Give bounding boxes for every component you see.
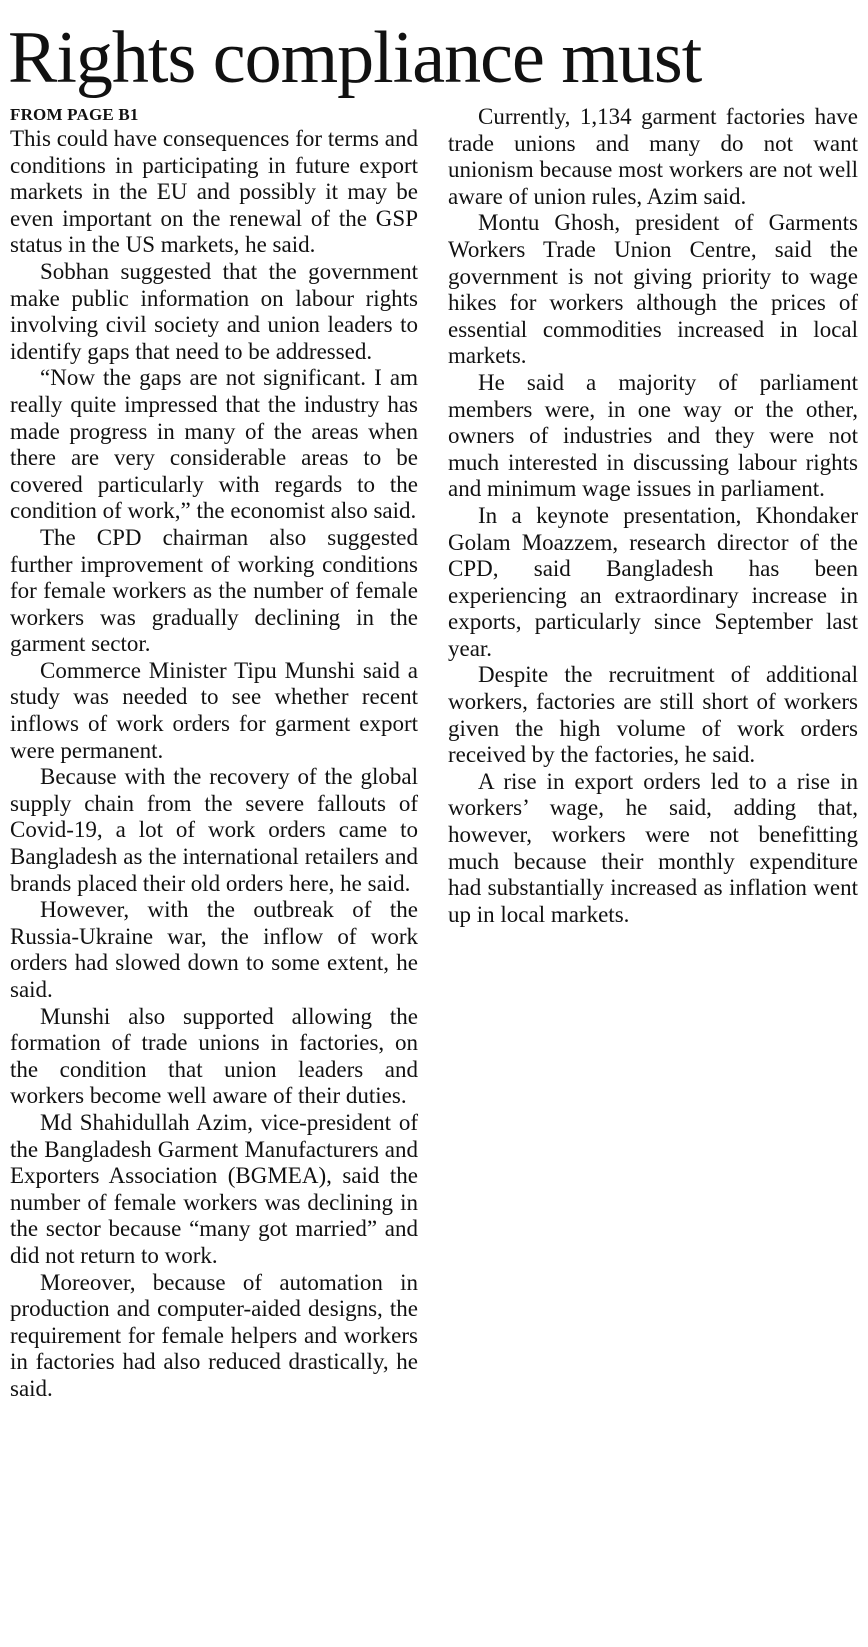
paragraph: Moreover, because of automation in production and computer-aided designs, the requirement for female helpers and workers in factories had also reduced drastically, he said. [10, 1269, 418, 1401]
paragraph: Munshi also supported allowing the formation of trade unions in factories, on the condition that union leaders and workers become well aware of their duties. [10, 1003, 418, 1109]
paragraph: Md Shahidullah Azim, vice-president of the Bangladesh Garment Manufacturers and Exporters Association (BGMEA), said the number of female workers was declining in the sector because “many got married” and did not return to work. [10, 1109, 418, 1268]
article-column-left [10, 104, 418, 1403]
paragraph: Sobhan suggested that the government make public information on labour rights involving civil society and union leaders to identify gaps that need to be addressed. [10, 258, 418, 364]
paragraph: Commerce Minister Tipu Munshi said a study was needed to see whether recent inflows of work orders for garment export were permanent. [10, 657, 418, 763]
paragraph: Because with the recovery of the global supply chain from the severe fallouts of Covid-19, a lot of work orders came to Bangladesh as the international retailers and brands placed their old orders here, he said. [10, 764, 418, 896]
paragraph: In a keynote presentation, Khondaker Golam Moazzem, research director of the CPD, said Bangladesh has been experiencing an extraordinary increase in exports, particularly since September last year. [448, 502, 858, 661]
paragraph: “Now the gaps are not significant. I am really quite impressed that the industry has made progress in many of the areas when there are very considerable areas to be covered particularly with regards to the condition of work,” the economist also said. [10, 365, 418, 524]
paragraph: He said a majority of parliament members were, in one way or the other, owners of industries and they were not much interested in discussing labour rights and minimum wage issues in parliament. [448, 369, 858, 502]
continued-from-kicker: FROM PAGE B1 [10, 105, 139, 124]
paragraph: However, with the outbreak of the Russia-Ukraine war, the inflow of work orders had slowed down to some extent, he said. [10, 897, 418, 1002]
paragraph: Currently, 1,134 garment factories have trade unions and many do not want unionism because most workers are not well aware of union rules, Azim said. [448, 104, 858, 209]
paragraph: Montu Ghosh, president of Garments Workers Trade Union Centre, said the government is not giving priority to wage hikes for workers although the prices of essential commodities increased in local markets. [448, 210, 858, 369]
paragraph: Despite the recruitment of additional workers, factories are still short of workers given the high volume of work orders received by the factories, he said. [448, 662, 858, 768]
paragraph: A rise in export orders led to a rise in workers’ wage, he said, adding that, however, workers were not benefitting much because their monthly expenditure had substantially increased as inflation went up in local markets. [448, 768, 858, 927]
paragraph: The CPD chairman also suggested further improvement of working conditions for female workers as the number of female workers was gradually declining in the garment sector. [10, 524, 418, 657]
paragraph: This could have consequences for terms and conditions in participating in future export markets in the EU and possibly it may be even important on the renewal of the GSP status in the US markets, he said. [10, 126, 418, 258]
article-column-right [448, 104, 858, 928]
headline: Rights compliance must [8, 17, 702, 99]
